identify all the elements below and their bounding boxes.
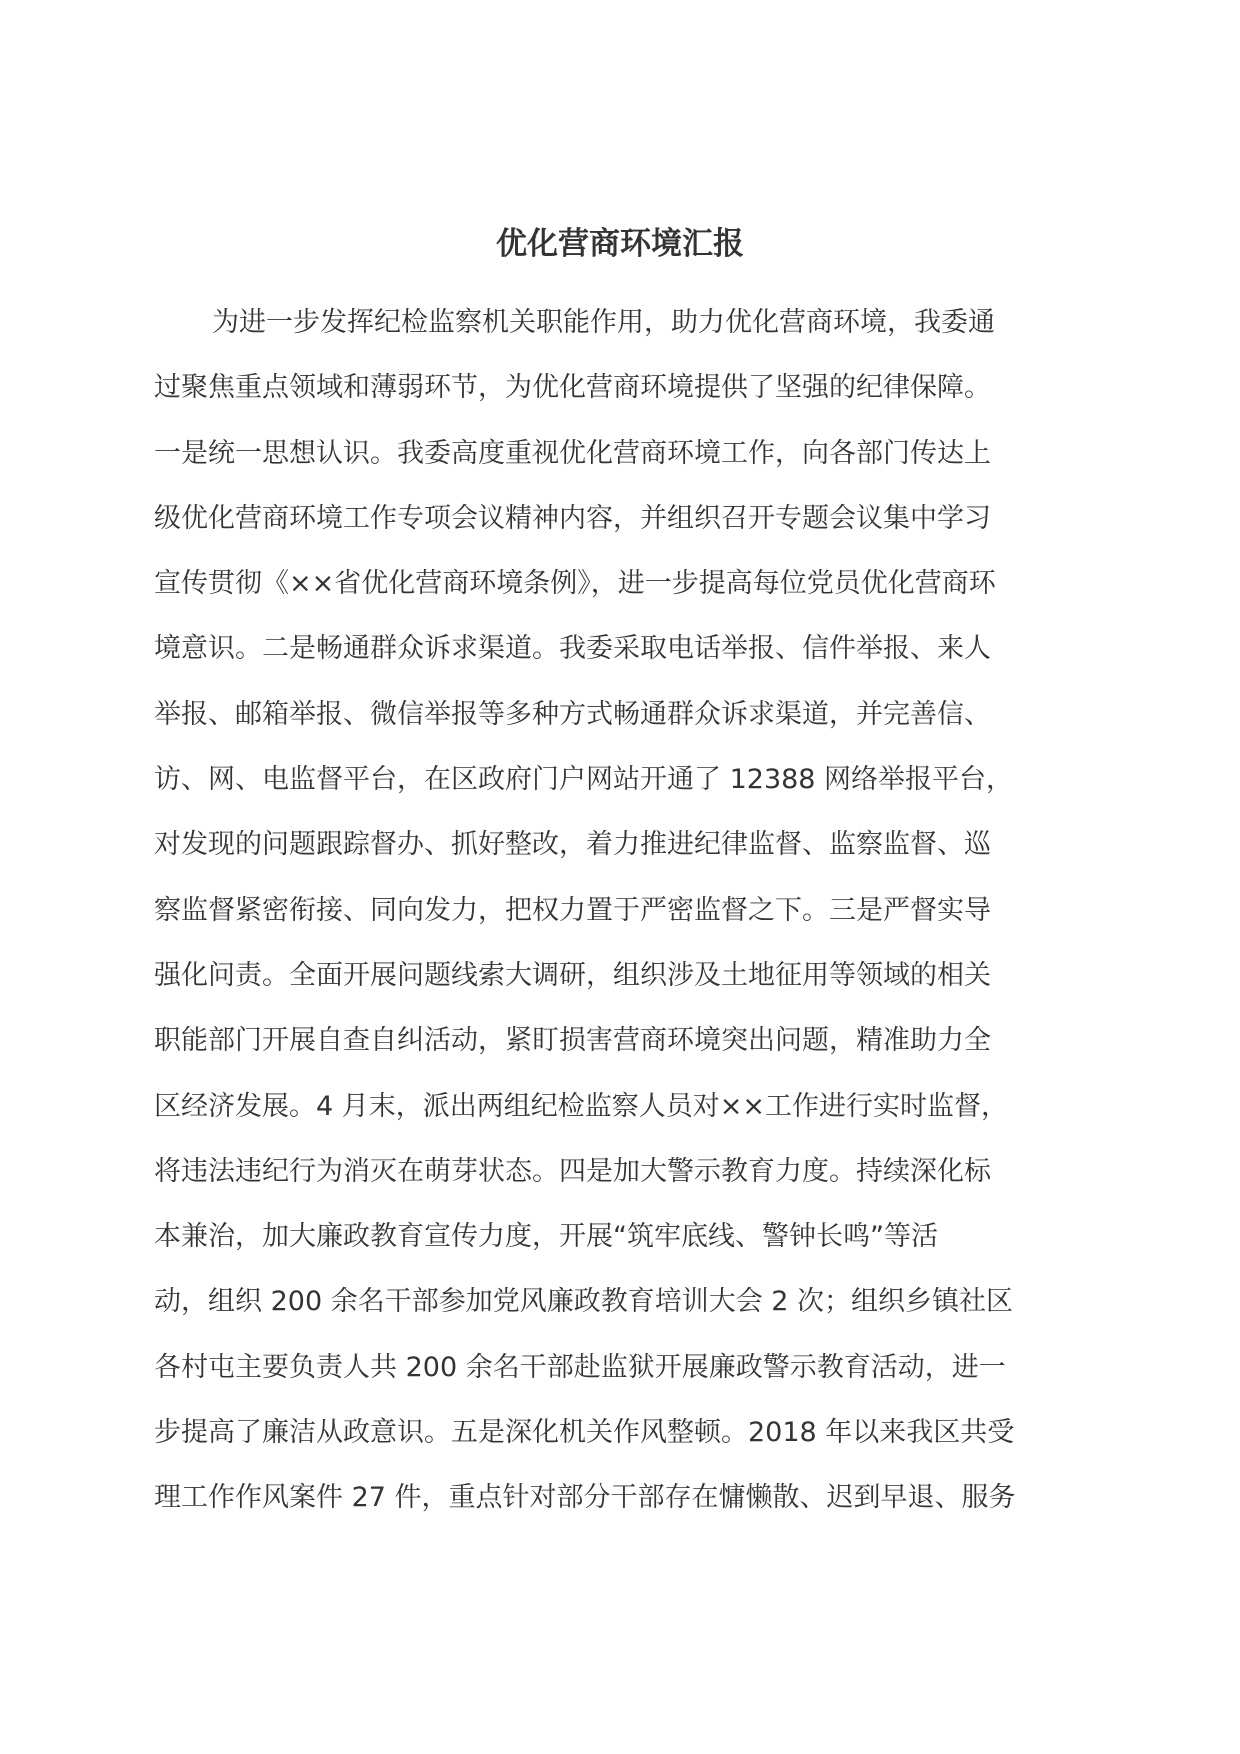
body-line: 宣传贯彻《××省优化营商环境条例》，进一步提高每位党员优化营商环 <box>154 568 996 600</box>
body-line: 理工作作风案件 27 件，重点针对部分干部存在慵懒散、迟到早退、服务 <box>154 1482 1016 1514</box>
document-title: 优化营商环境汇报 <box>496 226 744 262</box>
body-line: 动，组织 200 余名干部参加党风廉政教育培训大会 2 次；组织乡镇社区 <box>154 1286 1014 1318</box>
body-line: 职能部门开展自查自纠活动，紧盯损害营商环境突出问题，精准助力全 <box>154 1025 991 1057</box>
body-line: 区经济发展。4 月末，派出两组纪检监察人员对××工作进行实时监督， <box>154 1090 1009 1122</box>
body-line: 本兼治，加大廉政教育宣传力度，开展“筑牢底线、警钟长鸣”等活 <box>154 1221 938 1253</box>
body-line: 强化问责。全面开展问题线索大调研，组织涉及土地征用等领域的相关 <box>154 959 991 991</box>
body-line: 为进一步发挥纪检监察机关职能作用，助力优化营商环境，我委通 <box>212 307 995 338</box>
body-line: 一是统一思想认识。我委高度重视优化营商环境工作，向各部门传达上 <box>154 437 991 469</box>
body-line: 级优化营商环境工作专项会议精神内容，并组织召开专题会议集中学习 <box>154 502 991 534</box>
body-line: 过聚焦重点领域和薄弱环节，为优化营商环境提供了坚强的纪律保障。 <box>154 372 991 404</box>
document-body <box>154 290 1094 1531</box>
body-line: 各村屯主要负责人共 200 余名干部赴监狱开展廉政警示教育活动，进一 <box>154 1351 1006 1383</box>
body-line: 举报、邮箱举报、微信举报等多种方式畅通群众诉求渠道，并完善信、 <box>154 698 991 730</box>
body-line: 境意识。二是畅通群众诉求渠道。我委采取电话举报、信件举报、来人 <box>154 633 991 665</box>
body-line: 步提高了廉洁从政意识。五是深化机关作风整顿。2018 年以来我区共受 <box>154 1417 1015 1449</box>
body-line: 对发现的问题跟踪督办、抓好整改，着力推进纪律监督、监察监督、巡 <box>154 829 991 861</box>
body-line: 将违法违纪行为消灭在萌芽状态。四是加大警示教育力度。持续深化标 <box>154 1155 991 1187</box>
body-line: 察监督紧密衔接、同向发力，把权力置于严密监督之下。三是严督实导 <box>154 894 991 926</box>
body-line: 访、网、电监督平台，在区政府门户网站开通了 12388 网络举报平台， <box>154 764 1014 796</box>
